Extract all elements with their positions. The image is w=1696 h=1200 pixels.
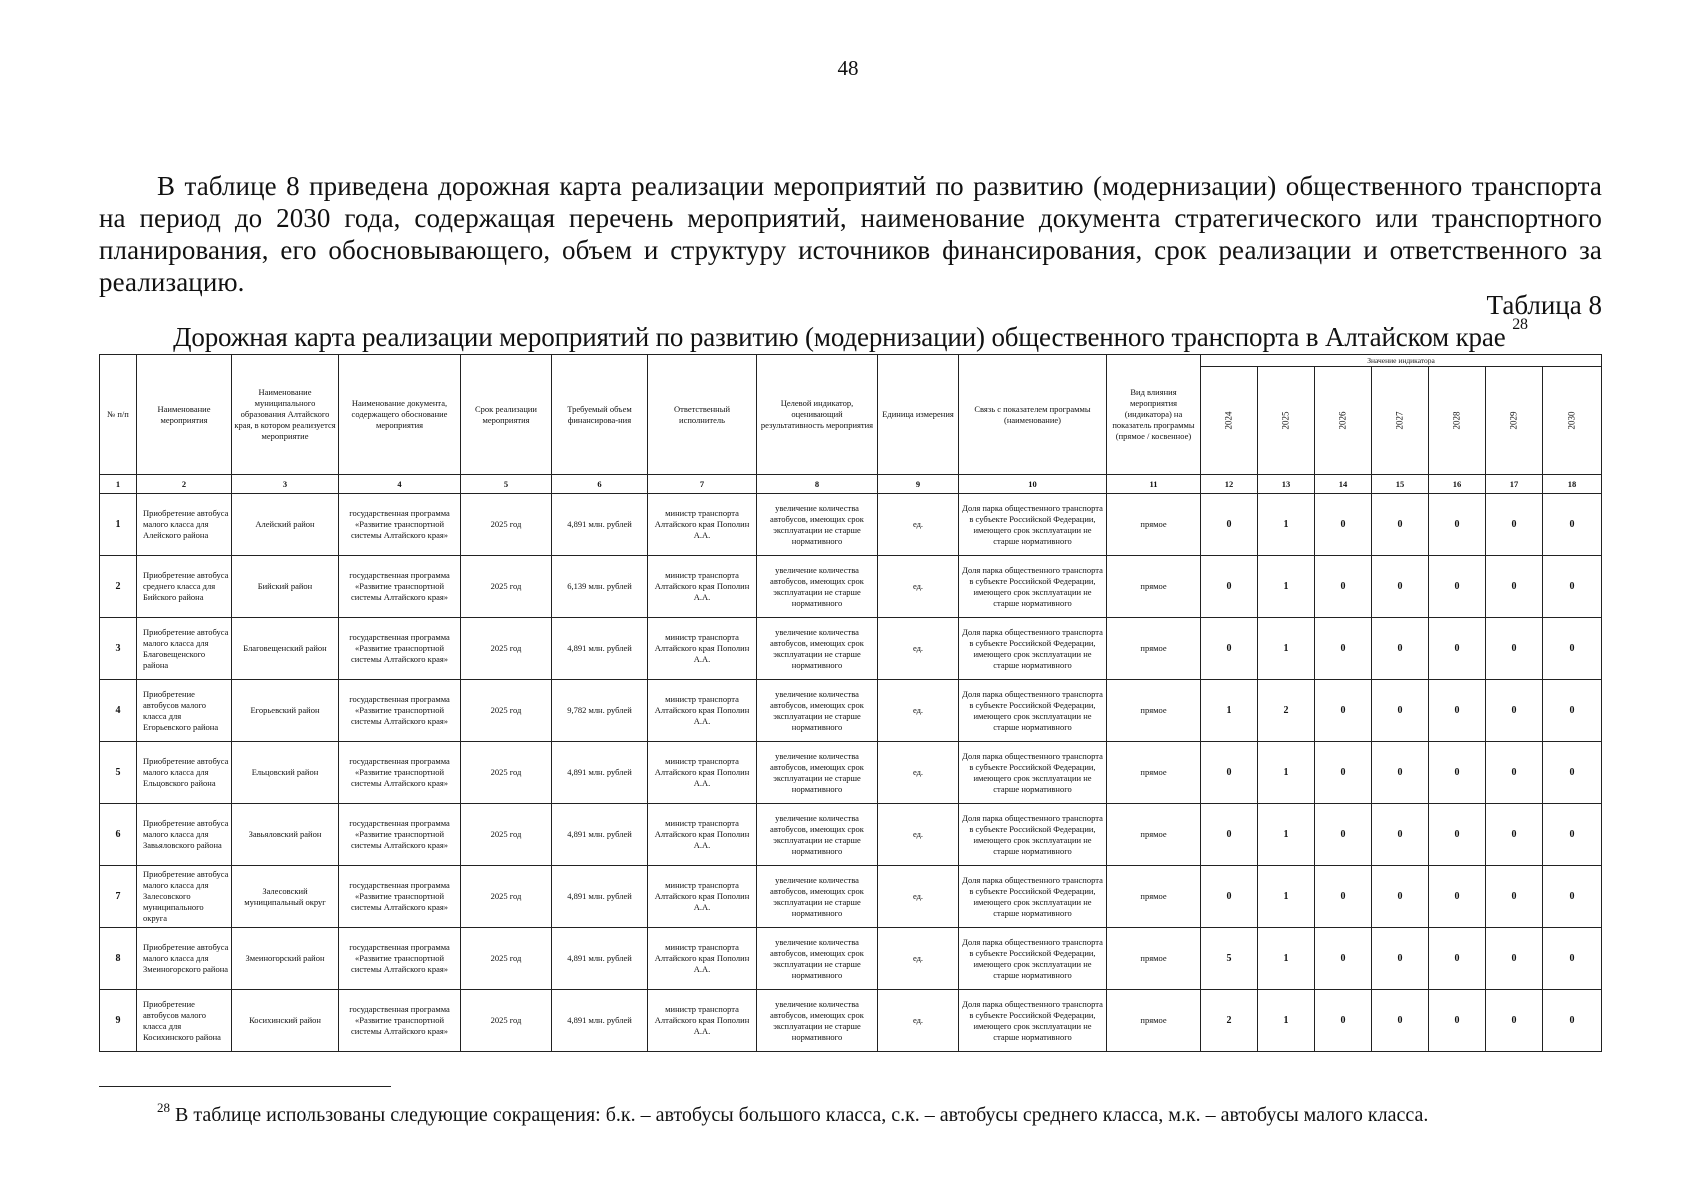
column-number: 10 bbox=[959, 475, 1107, 494]
row-number: 4 bbox=[100, 680, 137, 742]
row-term: 2025 год bbox=[461, 680, 552, 742]
row-link: Доля парка общественного транспорта в субъекте Российской Федерации, имеющего срок эксплуатации не старше нормативного bbox=[959, 680, 1107, 742]
row-number: 6 bbox=[100, 804, 137, 866]
row-term: 2025 год bbox=[461, 866, 552, 928]
row-value-2029: 0 bbox=[1486, 618, 1543, 680]
row-value-2026: 0 bbox=[1315, 928, 1372, 990]
row-event: Приобретение автобуса среднего класса для Бийского района bbox=[137, 556, 232, 618]
row-influence: прямое bbox=[1107, 618, 1201, 680]
header-num: № п/п bbox=[100, 355, 137, 475]
row-responsible: министр транспорта Алтайского края Пополин А.А. bbox=[648, 804, 757, 866]
row-value-2028: 0 bbox=[1429, 928, 1486, 990]
row-document: государственная программа «Развитие транспортной системы Алтайского края» bbox=[339, 928, 461, 990]
row-municipality: Залесовский муниципальный округ bbox=[232, 866, 339, 928]
row-funding: 4,891 млн. рублей bbox=[552, 494, 648, 556]
row-value-2027: 0 bbox=[1372, 990, 1429, 1052]
header-responsible: Ответственный исполнитель bbox=[648, 355, 757, 475]
row-value-2030: 0 bbox=[1543, 556, 1602, 618]
column-number: 7 bbox=[648, 475, 757, 494]
row-value-2024: 2 bbox=[1201, 990, 1258, 1052]
row-document: государственная программа «Развитие транспортной системы Алтайского края» bbox=[339, 556, 461, 618]
table-row bbox=[100, 680, 1602, 742]
row-influence: прямое bbox=[1107, 928, 1201, 990]
row-value-2026: 0 bbox=[1315, 556, 1372, 618]
row-indicator: увеличение количества автобусов, имеющих срок эксплуатации не старше нормативного bbox=[757, 494, 878, 556]
row-value-2027: 0 bbox=[1372, 804, 1429, 866]
row-number: 7 bbox=[100, 866, 137, 928]
row-value-2027: 0 bbox=[1372, 928, 1429, 990]
header-year-2027: 2027 bbox=[1372, 367, 1429, 475]
row-indicator: увеличение количества автобусов, имеющих срок эксплуатации не старше нормативного bbox=[757, 556, 878, 618]
row-value-2026: 0 bbox=[1315, 680, 1372, 742]
row-unit: ед. bbox=[878, 680, 959, 742]
row-municipality: Благовещенский район bbox=[232, 618, 339, 680]
row-event: Приобретение автобуса малого класса для Благовещенского района bbox=[137, 618, 232, 680]
page-number: 48 bbox=[837, 56, 859, 80]
row-funding: 9,782 млн. рублей bbox=[552, 680, 648, 742]
table-body bbox=[100, 475, 1602, 1052]
header-year-2025: 2025 bbox=[1258, 367, 1315, 475]
column-number: 16 bbox=[1429, 475, 1486, 494]
row-term: 2025 год bbox=[461, 494, 552, 556]
row-unit: ед. bbox=[878, 804, 959, 866]
footnote-divider bbox=[99, 1086, 391, 1087]
row-unit: ед. bbox=[878, 556, 959, 618]
row-value-2026: 0 bbox=[1315, 618, 1372, 680]
row-document: государственная программа «Развитие транспортной системы Алтайского края» bbox=[339, 866, 461, 928]
row-value-2025: 1 bbox=[1258, 556, 1315, 618]
row-value-2025: 1 bbox=[1258, 990, 1315, 1052]
row-value-2029: 0 bbox=[1486, 494, 1543, 556]
column-number: 12 bbox=[1201, 475, 1258, 494]
row-value-2025: 1 bbox=[1258, 928, 1315, 990]
row-number: 2 bbox=[100, 556, 137, 618]
column-number: 9 bbox=[878, 475, 959, 494]
column-number: 15 bbox=[1372, 475, 1429, 494]
header-influence: Вид влияния мероприятия (индикатора) на показатель программы (прямое / косвенное) bbox=[1107, 355, 1201, 475]
column-number: 13 bbox=[1258, 475, 1315, 494]
column-number: 2 bbox=[137, 475, 232, 494]
row-value-2029: 0 bbox=[1486, 928, 1543, 990]
row-responsible: министр транспорта Алтайского края Пополин А.А. bbox=[648, 494, 757, 556]
column-number: 17 bbox=[1486, 475, 1543, 494]
row-municipality: Алейский район bbox=[232, 494, 339, 556]
table-title bbox=[99, 316, 1602, 353]
row-document: государственная программа «Развитие транспортной системы Алтайского края» bbox=[339, 742, 461, 804]
row-funding: 4,891 млн. рублей bbox=[552, 928, 648, 990]
row-value-2030: 0 bbox=[1543, 494, 1602, 556]
row-municipality: Ельцовский район bbox=[232, 742, 339, 804]
row-value-2025: 1 bbox=[1258, 804, 1315, 866]
row-influence: прямое bbox=[1107, 990, 1201, 1052]
row-number: 3 bbox=[100, 618, 137, 680]
column-number: 11 bbox=[1107, 475, 1201, 494]
row-responsible: министр транспорта Алтайского края Пополин А.А. bbox=[648, 928, 757, 990]
row-value-2024: 0 bbox=[1201, 494, 1258, 556]
row-value-2030: 0 bbox=[1543, 618, 1602, 680]
header-unit: Единица измерения bbox=[878, 355, 959, 475]
row-value-2029: 0 bbox=[1486, 742, 1543, 804]
row-number: 5 bbox=[100, 742, 137, 804]
row-link: Доля парка общественного транспорта в субъекте Российской Федерации, имеющего срок эксплуатации не старше нормативного bbox=[959, 556, 1107, 618]
row-value-2025: 1 bbox=[1258, 618, 1315, 680]
row-value-2029: 0 bbox=[1486, 804, 1543, 866]
intro-paragraph: В таблице 8 приведена дорожная карта реализации мероприятий по развитию (модернизации) общественного транспорта на период до 2030 года, содержащая перечень мероприятий, наименование документа стратегического или транспортного планирования, его обосновывающего, объем и структуру источников финансирования, срок реализации и ответственного за реализацию. bbox=[99, 171, 1602, 297]
table-row bbox=[100, 618, 1602, 680]
row-value-2025: 1 bbox=[1258, 866, 1315, 928]
row-unit: ед. bbox=[878, 618, 959, 680]
row-value-2024: 0 bbox=[1201, 556, 1258, 618]
row-funding: 4,891 млн. рублей bbox=[552, 866, 648, 928]
header-year-2024: 2024 bbox=[1201, 367, 1258, 475]
row-number: 1 bbox=[100, 494, 137, 556]
row-value-2027: 0 bbox=[1372, 680, 1429, 742]
row-unit: ед. bbox=[878, 742, 959, 804]
row-term: 2025 год bbox=[461, 804, 552, 866]
header-funding: Требуемый объем финансирова-ния bbox=[552, 355, 648, 475]
row-unit: ед. bbox=[878, 866, 959, 928]
row-value-2026: 0 bbox=[1315, 742, 1372, 804]
row-influence: прямое bbox=[1107, 494, 1201, 556]
row-event: Приобретение автобуса малого класса для Ельцовского района bbox=[137, 742, 232, 804]
roadmap-table bbox=[99, 354, 1602, 1052]
row-responsible: министр транспорта Алтайского края Пополин А.А. bbox=[648, 742, 757, 804]
row-document: государственная программа «Развитие транспортной системы Алтайского края» bbox=[339, 804, 461, 866]
row-value-2029: 0 bbox=[1486, 990, 1543, 1052]
row-link: Доля парка общественного транспорта в субъекте Российской Федерации, имеющего срок эксплуатации не старше нормативного bbox=[959, 928, 1107, 990]
row-link: Доля парка общественного транспорта в субъекте Российской Федерации, имеющего срок эксплуатации не старше нормативного bbox=[959, 990, 1107, 1052]
column-number: 8 bbox=[757, 475, 878, 494]
column-number: 18 bbox=[1543, 475, 1602, 494]
footnote-text: В таблице использованы следующие сокращения: б.к. – автобусы большого класса, с.к. – автобусы среднего класса, м.к. – автобусы малого класса. bbox=[175, 1104, 1429, 1126]
row-value-2024: 0 bbox=[1201, 742, 1258, 804]
header-indicator: Целевой индикатор, оценивающий результативность мероприятия bbox=[757, 355, 878, 475]
row-funding: 4,891 млн. рублей bbox=[552, 804, 648, 866]
row-value-2028: 0 bbox=[1429, 618, 1486, 680]
footnote bbox=[157, 1100, 1429, 1127]
table-row bbox=[100, 804, 1602, 866]
row-value-2027: 0 bbox=[1372, 866, 1429, 928]
row-event: Приобретение автобусов малого класса для Косихинского района bbox=[137, 990, 232, 1052]
row-value-2025: 2 bbox=[1258, 680, 1315, 742]
row-event: Приобретение автобуса малого класса для Змеиногорского района bbox=[137, 928, 232, 990]
row-funding: 4,891 млн. рублей bbox=[552, 742, 648, 804]
row-link: Доля парка общественного транспорта в субъекте Российской Федерации, имеющего срок эксплуатации не старше нормативного bbox=[959, 742, 1107, 804]
row-value-2026: 0 bbox=[1315, 866, 1372, 928]
row-municipality: Егорьевский район bbox=[232, 680, 339, 742]
header-year-2030: 2030 bbox=[1543, 367, 1602, 475]
row-indicator: увеличение количества автобусов, имеющих срок эксплуатации не старше нормативного bbox=[757, 680, 878, 742]
row-value-2030: 0 bbox=[1543, 990, 1602, 1052]
row-value-2024: 0 bbox=[1201, 618, 1258, 680]
row-responsible: министр транспорта Алтайского края Пополин А.А. bbox=[648, 556, 757, 618]
row-value-2024: 0 bbox=[1201, 866, 1258, 928]
row-event: Приобретение автобуса малого класса для Алейского района bbox=[137, 494, 232, 556]
row-indicator: увеличение количества автобусов, имеющих срок эксплуатации не старше нормативного bbox=[757, 866, 878, 928]
row-value-2024: 1 bbox=[1201, 680, 1258, 742]
header-link: Связь с показателем программы (наименование) bbox=[959, 355, 1107, 475]
row-indicator: увеличение количества автобусов, имеющих срок эксплуатации не старше нормативного bbox=[757, 804, 878, 866]
table-row bbox=[100, 556, 1602, 618]
column-number: 4 bbox=[339, 475, 461, 494]
row-value-2030: 0 bbox=[1543, 866, 1602, 928]
row-indicator: увеличение количества автобусов, имеющих срок эксплуатации не старше нормативного bbox=[757, 618, 878, 680]
column-number: 14 bbox=[1315, 475, 1372, 494]
row-link: Доля парка общественного транспорта в субъекте Российской Федерации, имеющего срок эксплуатации не старше нормативного bbox=[959, 804, 1107, 866]
row-unit: ед. bbox=[878, 990, 959, 1052]
table-label: Таблица 8 bbox=[1486, 290, 1602, 320]
table-row bbox=[100, 866, 1602, 928]
footnote-ref: 28 bbox=[157, 1100, 170, 1115]
row-value-2027: 0 bbox=[1372, 556, 1429, 618]
row-indicator: увеличение количества автобусов, имеющих срок эксплуатации не старше нормативного bbox=[757, 742, 878, 804]
row-unit: ед. bbox=[878, 494, 959, 556]
column-number: 5 bbox=[461, 475, 552, 494]
row-value-2025: 1 bbox=[1258, 742, 1315, 804]
row-document: государственная программа «Развитие транспортной системы Алтайского края» bbox=[339, 680, 461, 742]
row-influence: прямое bbox=[1107, 866, 1201, 928]
table-row bbox=[100, 990, 1602, 1052]
row-link: Доля парка общественного транспорта в субъекте Российской Федерации, имеющего срок эксплуатации не старше нормативного bbox=[959, 494, 1107, 556]
row-value-2029: 0 bbox=[1486, 680, 1543, 742]
row-term: 2025 год bbox=[461, 556, 552, 618]
header-term: Срок реализации мероприятия bbox=[461, 355, 552, 475]
row-link: Доля парка общественного транспорта в субъекте Российской Федерации, имеющего срок эксплуатации не старше нормативного bbox=[959, 618, 1107, 680]
header-indicator-values: Значение индикатора bbox=[1201, 355, 1602, 367]
row-funding: 4,891 млн. рублей bbox=[552, 990, 648, 1052]
row-document: государственная программа «Развитие транспортной системы Алтайского края» bbox=[339, 990, 461, 1052]
row-responsible: министр транспорта Алтайского края Пополин А.А. bbox=[648, 866, 757, 928]
row-number: 9 bbox=[100, 990, 137, 1052]
row-term: 2025 год bbox=[461, 742, 552, 804]
row-responsible: министр транспорта Алтайского края Пополин А.А. bbox=[648, 680, 757, 742]
row-influence: прямое bbox=[1107, 804, 1201, 866]
row-funding: 6,139 млн. рублей bbox=[552, 556, 648, 618]
row-term: 2025 год bbox=[461, 928, 552, 990]
row-indicator: увеличение количества автобусов, имеющих срок эксплуатации не старше нормативного bbox=[757, 928, 878, 990]
row-value-2030: 0 bbox=[1543, 680, 1602, 742]
row-value-2028: 0 bbox=[1429, 742, 1486, 804]
header-year-2028: 2028 bbox=[1429, 367, 1486, 475]
row-municipality: Змеиногорский район bbox=[232, 928, 339, 990]
row-value-2029: 0 bbox=[1486, 866, 1543, 928]
row-value-2028: 0 bbox=[1429, 804, 1486, 866]
row-event: Приобретение автобусов малого класса для Егорьевского района bbox=[137, 680, 232, 742]
table-row bbox=[100, 494, 1602, 556]
header-year-2029: 2029 bbox=[1486, 367, 1543, 475]
column-number: 6 bbox=[552, 475, 648, 494]
row-value-2027: 0 bbox=[1372, 742, 1429, 804]
row-unit: ед. bbox=[878, 928, 959, 990]
header-document: Наименование документа, содержащего обоснование мероприятия bbox=[339, 355, 461, 475]
column-number-row bbox=[100, 475, 1602, 494]
row-event: Приобретение автобуса малого класса для Завьяловского района bbox=[137, 804, 232, 866]
table-row bbox=[100, 742, 1602, 804]
row-value-2028: 0 bbox=[1429, 494, 1486, 556]
row-value-2024: 5 bbox=[1201, 928, 1258, 990]
row-value-2028: 0 bbox=[1429, 680, 1486, 742]
row-value-2025: 1 bbox=[1258, 494, 1315, 556]
row-responsible: министр транспорта Алтайского края Пополин А.А. bbox=[648, 990, 757, 1052]
header-event: Наименование мероприятия bbox=[137, 355, 232, 475]
row-municipality: Косихинский район bbox=[232, 990, 339, 1052]
row-value-2030: 0 bbox=[1543, 928, 1602, 990]
row-influence: прямое bbox=[1107, 742, 1201, 804]
row-value-2029: 0 bbox=[1486, 556, 1543, 618]
row-value-2028: 0 bbox=[1429, 990, 1486, 1052]
row-document: государственная программа «Развитие транспортной системы Алтайского края» bbox=[339, 618, 461, 680]
row-value-2026: 0 bbox=[1315, 804, 1372, 866]
row-link: Доля парка общественного транспорта в субъекте Российской Федерации, имеющего срок эксплуатации не старше нормативного bbox=[959, 866, 1107, 928]
row-value-2026: 0 bbox=[1315, 494, 1372, 556]
row-term: 2025 год bbox=[461, 618, 552, 680]
row-event: Приобретение автобуса малого класса для Залесовского муниципального округа bbox=[137, 866, 232, 928]
row-value-2028: 0 bbox=[1429, 556, 1486, 618]
table-row bbox=[100, 928, 1602, 990]
row-value-2028: 0 bbox=[1429, 866, 1486, 928]
column-number: 1 bbox=[100, 475, 137, 494]
row-document: государственная программа «Развитие транспортной системы Алтайского края» bbox=[339, 494, 461, 556]
row-influence: прямое bbox=[1107, 556, 1201, 618]
row-responsible: министр транспорта Алтайского края Пополин А.А. bbox=[648, 618, 757, 680]
row-funding: 4,891 млн. рублей bbox=[552, 618, 648, 680]
row-value-2024: 0 bbox=[1201, 804, 1258, 866]
row-value-2030: 0 bbox=[1543, 742, 1602, 804]
header-municipality: Наименование муниципального образования Алтайского края, в котором реализуется мероприятие bbox=[232, 355, 339, 475]
row-municipality: Завьяловский район bbox=[232, 804, 339, 866]
table-head bbox=[100, 355, 1602, 475]
row-term: 2025 год bbox=[461, 990, 552, 1052]
row-value-2026: 0 bbox=[1315, 990, 1372, 1052]
row-value-2030: 0 bbox=[1543, 804, 1602, 866]
header-year-2026: 2026 bbox=[1315, 367, 1372, 475]
row-value-2027: 0 bbox=[1372, 618, 1429, 680]
row-number: 8 bbox=[100, 928, 137, 990]
row-influence: прямое bbox=[1107, 680, 1201, 742]
row-indicator: увеличение количества автобусов, имеющих срок эксплуатации не старше нормативного bbox=[757, 990, 878, 1052]
row-value-2027: 0 bbox=[1372, 494, 1429, 556]
table-title-text: Дорожная карта реализации мероприятий по развитию (модернизации) общественного транспорта в Алтайском крае bbox=[173, 322, 1506, 352]
table-title-footnote-ref: 28 bbox=[1512, 316, 1528, 333]
row-municipality: Бийский район bbox=[232, 556, 339, 618]
column-number: 3 bbox=[232, 475, 339, 494]
